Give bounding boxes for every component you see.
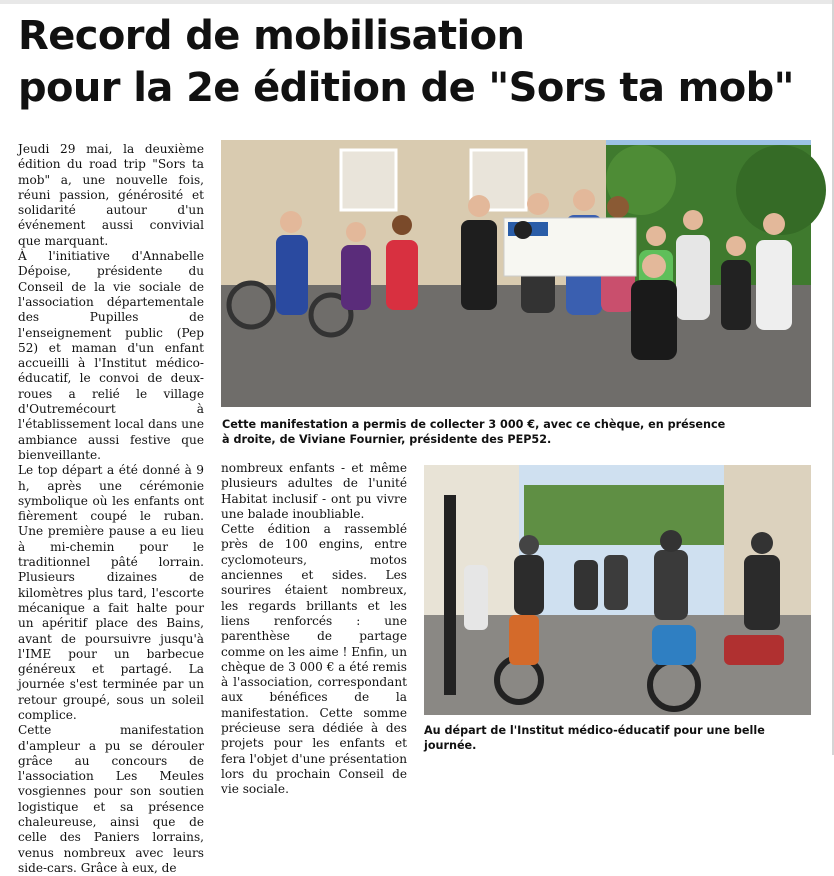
paragraph: nombreux enfants - et même plusieurs adultes de l'unité Habitat inclusif - ont pu vivre une balade inoubliable. — [221, 461, 407, 521]
paragraph: Cette édition a rassemblé près de 100 engins, entre cyclomoteurs, motos anciennes et sides. Les sourires étaient nombreux, les regards brillants et les liens renforcés : une parenthèse de partage comme on les aime ! Enfin, un chèque de 3 000 € a été remis à l'association, correspondant aux bénéfices de la manifestation. Cette somme précieuse sera dédiée à des projets pour les enfants et fera l'objet d'une présentation lors du prochain Conseil de vie sociale. — [221, 522, 407, 797]
paragraph: Le top départ a été donné à 9 h, après une cérémonie symbolique où les enfants ont fièrement coupé le ruban. Une première pause a eu lieu à mi-chemin pour le traditionnel pâté lorrain. Plusieurs dizaines de kilomètres plus tard, l'escorte mécanique a fait halte pour un apéritif place des Bains, avant de poursuivre jusqu'à l'IME pour un barbecue généreux et partagé. La journée s'est terminée par un retour groupé, sous un soleil complice. — [18, 463, 204, 722]
top-rule — [0, 0, 834, 4]
photo-caption-1 — [222, 417, 812, 447]
cheque-group-photo — [221, 140, 811, 407]
paragraph: À l'initiative d'Annabelle Dépoise, présidente du Conseil de la vie sociale de l'association départementale des Pupilles de l'enseignement public (Pep 52) et maman d'un enfant accueilli à l'Institut médico-éducatif, le convoi de deux-roues a relié le village d'Outremécourt à l'établissement local dans une ambiance aussi festive que bienveillante. — [18, 249, 204, 462]
body-column-2 — [221, 461, 407, 797]
article-title — [18, 10, 818, 114]
photo-caption-2: Au départ de l'Institut médico-éducatif pour une belle journée. — [424, 724, 765, 752]
title-line-1: Record de mobilisation — [18, 13, 525, 59]
caption-line-1: Cette manifestation a permis de collecter 3 000 €, avec ce chèque, en présence — [222, 418, 726, 431]
paragraph: Cette manifestation d'ampleur a pu se dérouler grâce au concours de l'association Les Meules vosgiennes pour son soutien logistique et sa présence chaleureuse, ainsi que de celle des Paniers lorrains, venus nombreux avec leurs side-cars. Grâce à eux, de — [18, 723, 204, 875]
caption-line-2: à droite, de Viviane Fournier, présidente des PEP52. — [222, 433, 552, 446]
body-column-1 — [18, 142, 204, 875]
paragraph: Jeudi 29 mai, la deuxième édition du road trip "Sors ta mob" a, une nouvelle fois, réuni passion, générosité et solidarité autour d'un événement aussi convivial que marquant. — [18, 142, 204, 248]
title-line-2: pour la 2e édition de "Sors ta mob" — [18, 65, 794, 111]
departure-photo — [424, 465, 811, 715]
